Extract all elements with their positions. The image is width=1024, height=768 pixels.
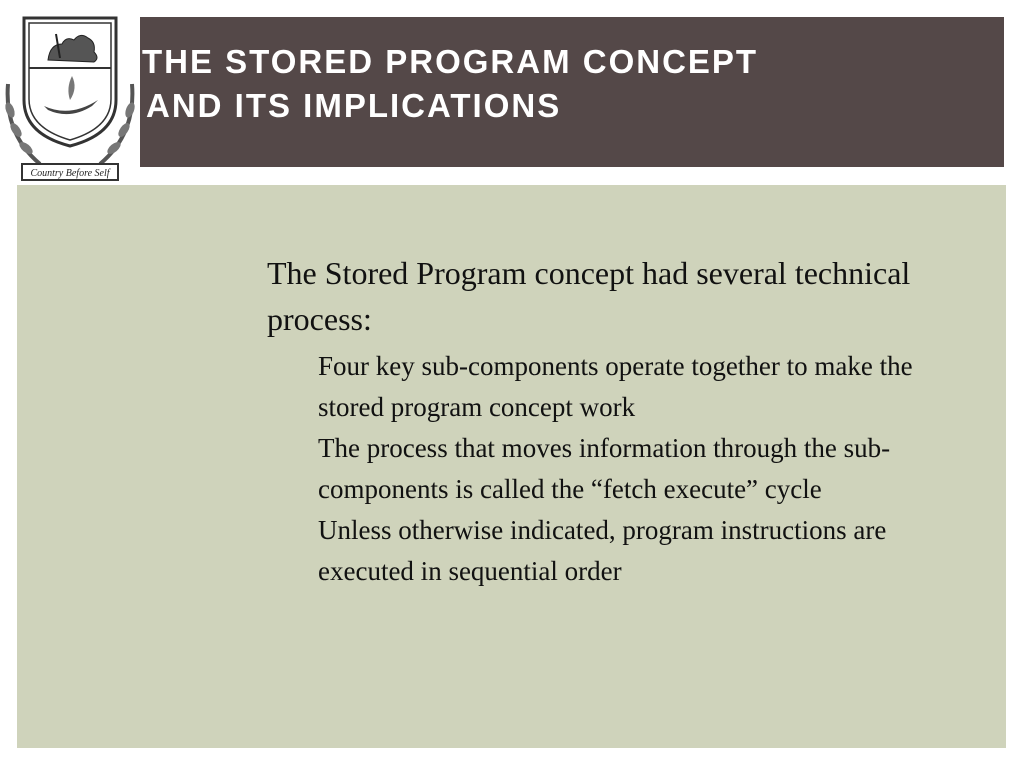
lead-paragraph: The Stored Program concept had several technical process: bbox=[267, 255, 911, 337]
slide-body bbox=[267, 250, 957, 592]
svg-text:Country Before Self: Country Before Self bbox=[30, 168, 110, 179]
college-crest-logo bbox=[0, 14, 140, 186]
slide-title-line-2: AND ITS IMPLICATIONS bbox=[146, 87, 562, 124]
slide-title-line-1: THE STORED PROGRAM CONCEPT bbox=[142, 43, 759, 80]
content-panel bbox=[17, 185, 1006, 748]
list-item: The process that moves information through the sub-components is called the “fetch execute” cycle bbox=[318, 433, 891, 504]
list-item: Four key sub-components operate together to make the stored program concept work bbox=[318, 351, 913, 422]
list-item: Unless otherwise indicated, program instructions are executed in sequential order bbox=[318, 515, 887, 586]
crest-icon bbox=[0, 14, 140, 186]
slide-title bbox=[142, 40, 842, 128]
bullet-list bbox=[267, 346, 957, 592]
